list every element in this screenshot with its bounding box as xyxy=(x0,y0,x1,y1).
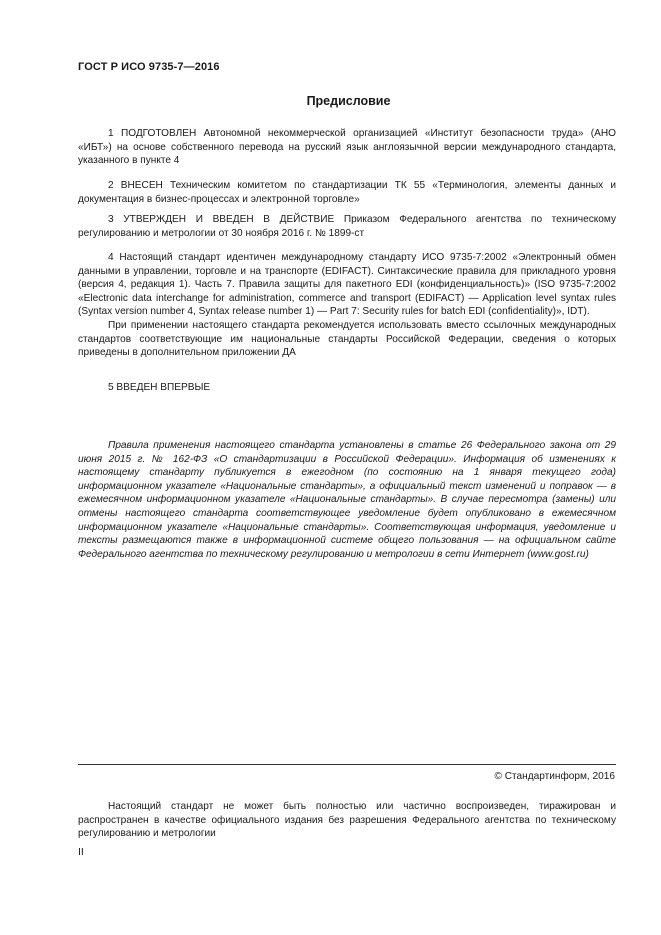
paragraph-approved: 3 УТВЕРЖДЕН И ВВЕДЕН В ДЕЙСТВИЕ Приказом Федерального агентства по техническому регулированию и метрологии от 30 ноября 2016 г. № 1899-ст xyxy=(78,214,616,239)
paragraph-introduced: 2 ВНЕСЕН Техническим комитетом по стандартизации ТК 55 «Терминология, элементы данных и документация в бизнес-процессах и электронной торговле» xyxy=(78,180,616,205)
foreword-item-4 xyxy=(78,251,616,360)
reproduction-note xyxy=(78,800,616,841)
page-number: II xyxy=(78,846,84,858)
application-rules-notice xyxy=(78,439,616,561)
foreword-item-3 xyxy=(78,213,616,240)
page-title: Предисловие xyxy=(306,94,391,108)
paragraph-identical: 4 Настоящий стандарт идентичен международному стандарту ИСО 9735-7:2002 «Электронный обмен данными в управлении, торговле и на транспорте (EDIFACT). Синтаксические правила для прикладного уровня (версия 4, редакция 1). Часть 7. Правила защиты для пакетного EDI (конфиденциальность)» (ISO 9735-7:2002 «Electronic data interchange for administration, commerce and transport (EDIFACT) — Application level syntax rules (Syntax version number 4, Syntax release number 1) — Part 7: Security rules for batch EDI (confidentiality)», IDT). xyxy=(78,252,616,318)
foreword-item-1 xyxy=(78,127,616,168)
paragraph-references: При применении настоящего стандарта рекомендуется использовать вместо ссылочных международных стандартов соответствующие им национальные стандарты Российской Федерации, сведения о которых приведены в дополнительном приложении ДА xyxy=(78,319,616,359)
title-container xyxy=(0,92,661,110)
paragraph-prepared: 1 ПОДГОТОВЛЕН Автономной некоммерческой организацией «Институт безопасности труда» (АНО «ИБТ») на основе собственного перевода на русский язык англоязычной версии международного стандарта, указанного в пункте 4 xyxy=(78,128,616,167)
reproduction-note-text: Настоящий стандарт не может быть полностью или частично воспроизведен, тиражирован и распространен в качестве официального издания без разрешения Федерального агентства по техническому регулированию и метрологии xyxy=(78,801,616,840)
copyright: © Стандартинформ, 2016 xyxy=(494,771,615,782)
foreword-item-5 xyxy=(78,381,616,395)
notice-text: Правила применения настоящего стандарта установлены в статье 26 Федерального закона от 29 июня 2015 г. № 162-ФЗ «О стандартизации в Российской Федерации». Информация об изменениях к настоящему стандарту публикуется в ежегодном (по состоянию на 1 января текущего года) информационном указателе «Национальные стандарты», а официальный текст изменений и поправок — в ежемесячном информационном указателе «Национальные стандарты». В случае пересмотра (замены) или отмены настоящего стандарта соответствующее уведомление будет опубликовано в ежемесячном информационном указателе «Национальные стандарты». Соответствующая информация, уведомление и тексты размещаются также в информационной системе общего пользования — на официальном сайте Федерального агентства по техническому регулированию и метрологии в сети Интернет (www.gost.ru) xyxy=(78,440,616,560)
standard-code-header: ГОСТ Р ИСО 9735-7—2016 xyxy=(78,61,220,73)
foreword-item-2 xyxy=(78,179,616,206)
separator-line xyxy=(78,764,616,765)
paragraph-first-introduced: 5 ВВЕДЕН ВПЕРВЫЕ xyxy=(108,382,211,393)
